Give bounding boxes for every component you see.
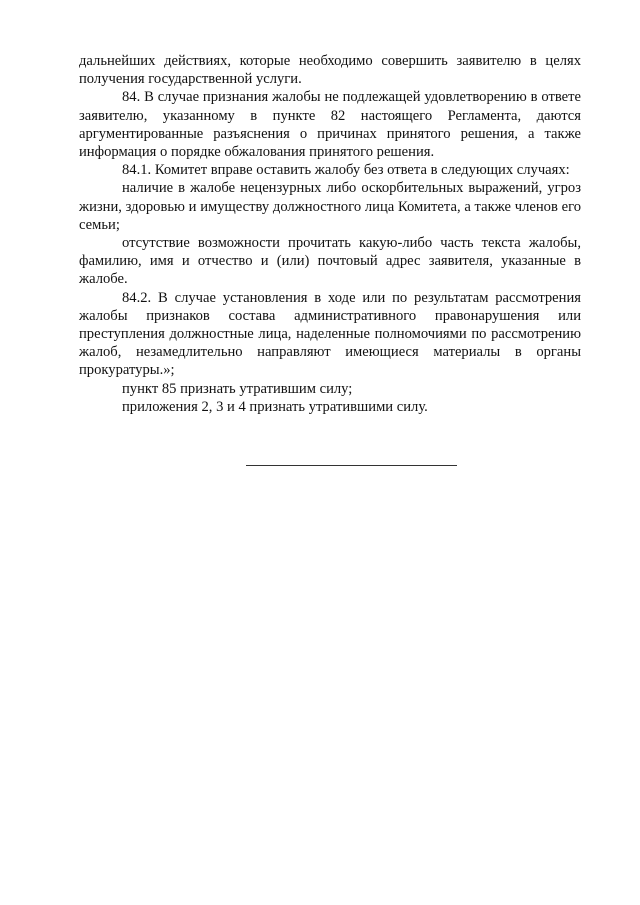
paragraph-attachments: приложения 2, 3 и 4 признать утратившими силу. xyxy=(122,398,428,415)
end-separator-line xyxy=(246,465,457,466)
paragraph-continuation: дальнейших действиях, которые необходимо совершить заявителю в целях получения государственной услуги. xyxy=(79,53,581,88)
paragraph-84: 84. В случае признания жалобы не подлежащей удовлетворению в ответе заявителю, указанному в пункте 82 настоящего Регламента, даются аргументированные разъяснения о причинах принятого решения, а также информация о порядке обжалования принятого решения. xyxy=(79,89,581,161)
paragraph-84-1-case-obscene: наличие в жалобе нецензурных либо оскорбительных выражений, угроз жизни, здоровью и имуществу должностного лица Комитета, а также членов его семьи; xyxy=(79,180,581,233)
paragraph-item-85: пункт 85 признать утратившим силу; xyxy=(122,380,353,397)
document-body xyxy=(79,52,581,416)
paragraph-84-1-case-unreadable: отсутствие возможности прочитать какую-либо часть текста жалобы, фамилию, имя и отчество и (или) почтовый адрес заявителя, указанные в жалобе. xyxy=(79,235,581,288)
paragraph-84-2: 84.2. В случае установления в ходе или по результатам рассмотрения жалобы признаков состава административного правонарушения или преступления должностные лица, наделенные полномочиями по рассмотрению жалоб, незамедлительно направляют имеющиеся материалы в органы прокуратуры.»; xyxy=(79,289,581,379)
paragraph-84-1: 84.1. Комитет вправе оставить жалобу без ответа в следующих случаях: xyxy=(122,162,570,179)
